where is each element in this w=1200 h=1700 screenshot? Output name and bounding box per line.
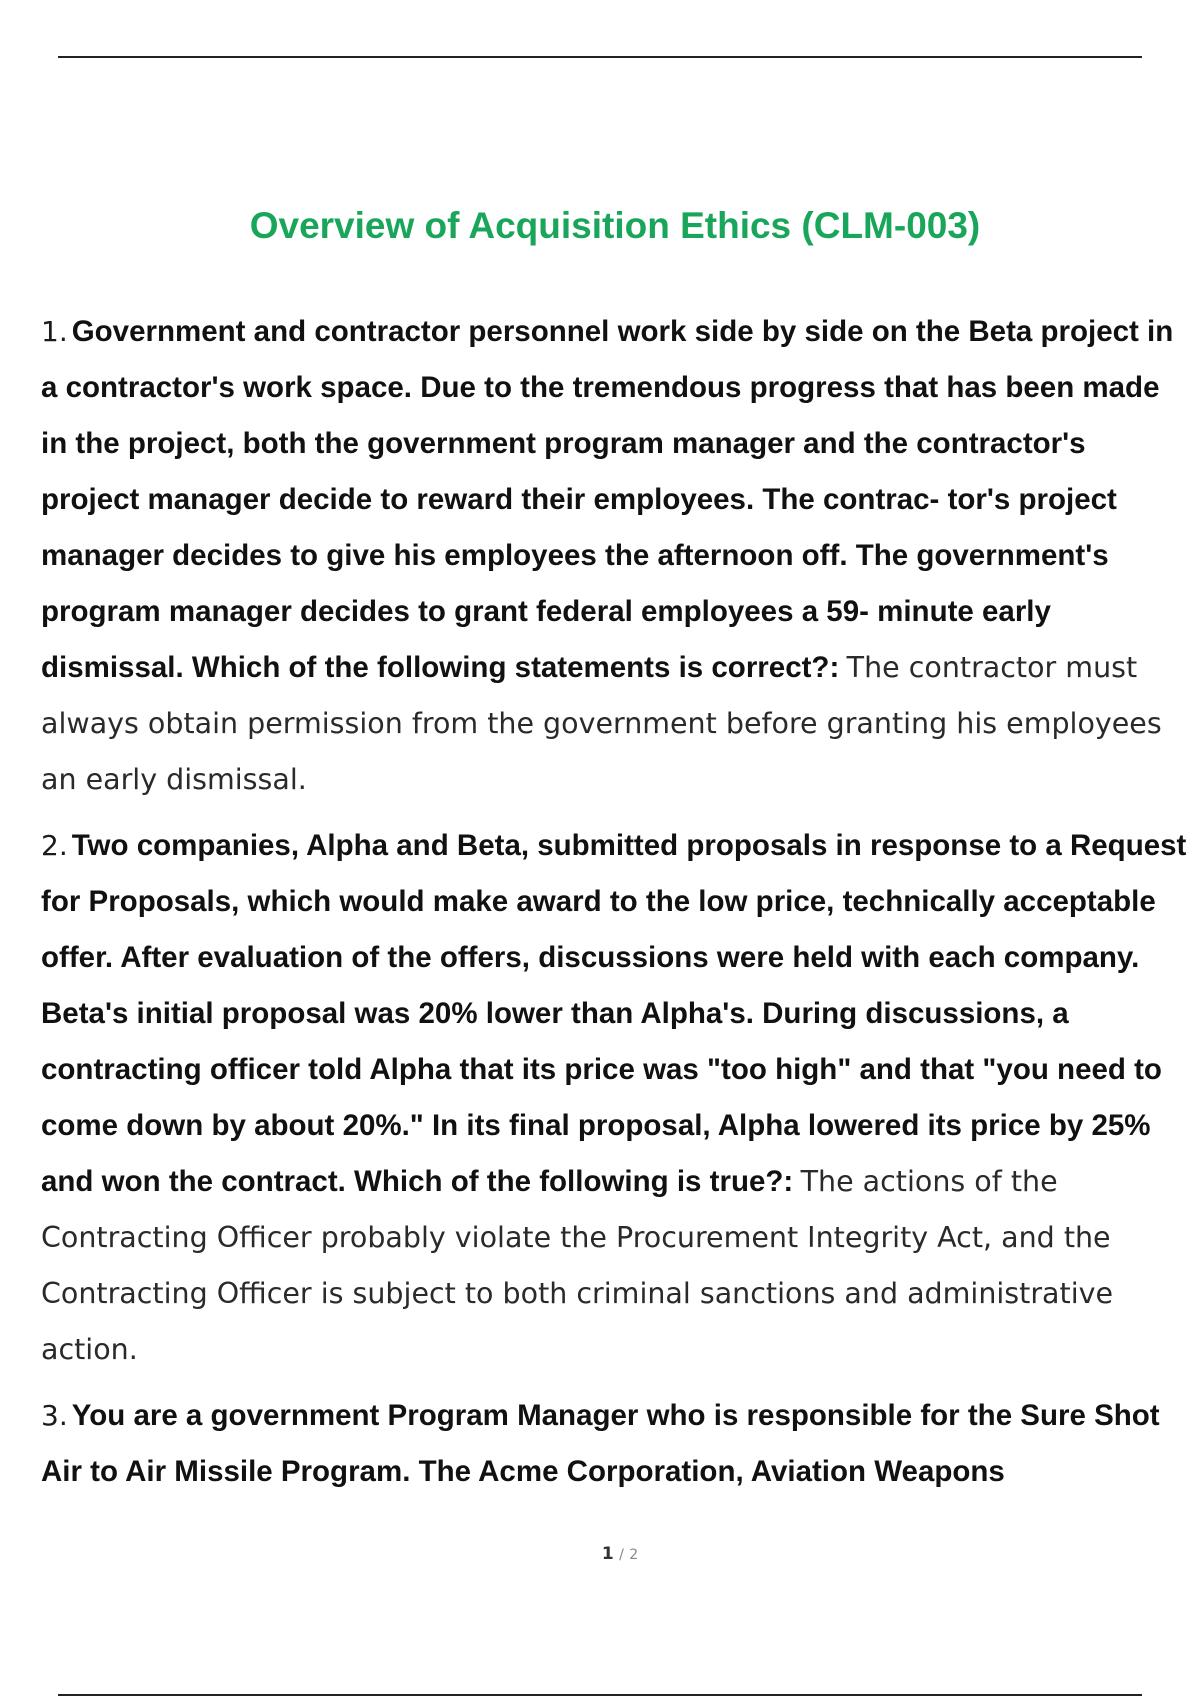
question-number: 2. xyxy=(41,829,68,862)
question-paragraph xyxy=(41,304,1191,808)
question-text: Two companies, Alpha and Beta, submitted proposals in response to a Request for Proposals, which would make award to the low price, technically acceptable offer. After evaluation of the offers, discussions were held with each company. Beta's initial proposal was 20% lower than Alpha's. During discussions, a contracting officer told Alpha that its price was "too high" and that "you need to come down by about 20%." In its final proposal, Alpha lowered its price by 25% and won the contract. Which of the following is true?: xyxy=(41,829,1187,1198)
top-rule xyxy=(58,56,1142,58)
answer-text: The actions of the Contracting Officer probably violate the Procurement Integrity Act, and the Contracting Officer is subject to both criminal sanctions and administrative action. xyxy=(41,1165,1114,1366)
question-item-3 xyxy=(41,1388,1191,1500)
answer-text: The contractor must always obtain permission from the government before granting his employees an early dismissal. xyxy=(41,651,1162,796)
page-title: Overview of Acquisition Ethics (CLM-003) xyxy=(249,205,981,246)
question-text: Government and contractor personnel work side by side on the Beta project in a contractor's work space. Due to the tremendous progress that has been made in the project, both the government program manager and the contractor's project manager decide to reward their employees. The contrac- tor's project manager decides to give his employees the afternoon off. The government's program manager decides to grant federal employees a 59- minute early dismissal. Which of the following statements is correct?: xyxy=(41,315,1174,684)
question-paragraph xyxy=(41,1388,1191,1500)
page-total: 2 xyxy=(629,1547,639,1563)
question-number: 1. xyxy=(41,315,68,348)
question-item-2 xyxy=(41,818,1191,1378)
question-paragraph xyxy=(41,818,1191,1378)
question-text: You are a government Program Manager who is responsible for the Sure Shot Air to Air Missile Program. The Acme Corporation, Aviation Weapons xyxy=(41,1399,1160,1488)
question-item-1 xyxy=(41,304,1191,808)
page-indicator xyxy=(0,1544,1200,1564)
question-number: 3. xyxy=(41,1399,68,1432)
page-current: 1 xyxy=(601,1544,614,1564)
question-list xyxy=(41,304,1191,1510)
page-separator: / xyxy=(619,1547,624,1563)
bottom-rule xyxy=(58,1694,1142,1696)
